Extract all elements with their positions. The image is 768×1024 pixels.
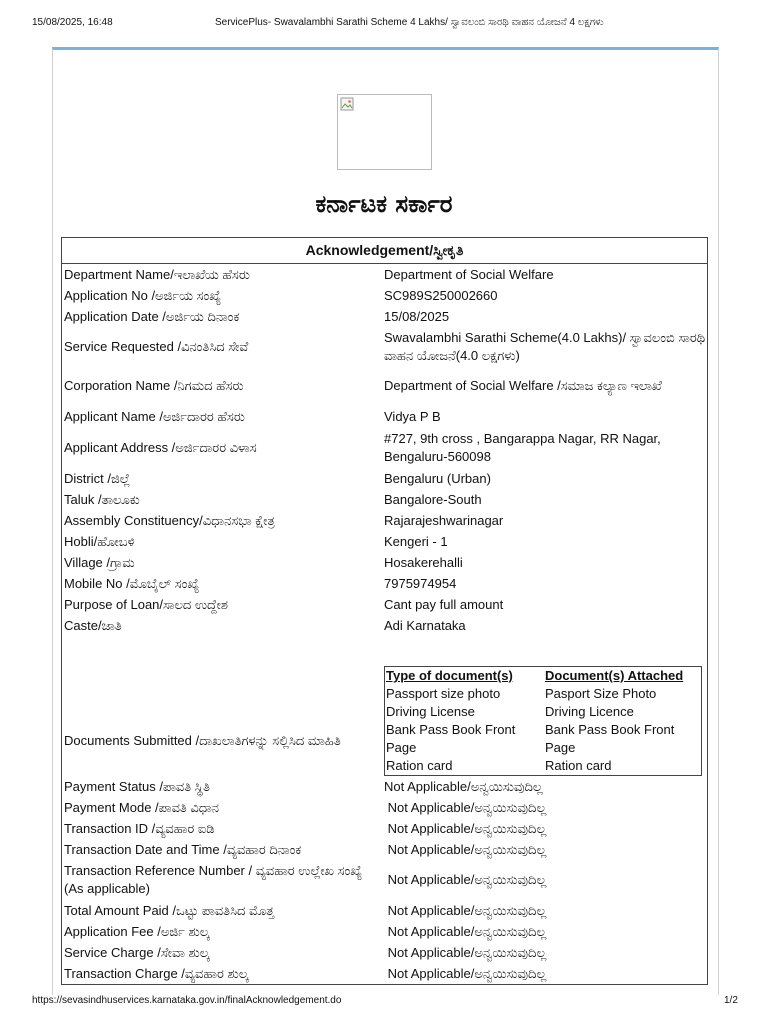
table-row	[62, 366, 707, 406]
row-label: Corporation Name /ನಿಗಮದ ಹೆಸರು	[64, 378, 244, 393]
row-value: 7975974954	[384, 575, 457, 591]
table-row	[62, 531, 707, 552]
row-label: Total Amount Paid /ಒಟ್ಟು ಪಾವತಿಸಿದ ಮೊತ್ತ	[64, 902, 275, 918]
document-row	[385, 685, 702, 703]
table-row	[62, 776, 707, 797]
acknowledgement-heading: Acknowledgement/ಸ್ವೀಕೃತಿ	[62, 238, 707, 264]
table-row	[62, 510, 707, 531]
row-value: Not Applicable/ಅನ್ವಯಿಸುವುದಿಲ್ಲ	[384, 923, 547, 939]
row-value: Not Applicable/ಅನ್ವಯಿಸುವುದಿಲ್ಲ	[384, 902, 547, 918]
table-row	[62, 285, 707, 306]
document-type: Bank Pass Book Front Page	[386, 722, 516, 755]
row-label: Transaction Date and Time /ವ್ಯವಹಾರ ದಿನಾಂಕ	[64, 841, 302, 857]
print-page-title: ServicePlus- Swavalambhi Sarathi Scheme 4 Lakhs/ ಸ್ವಾವಲಂಬಿ ಸಾರಥಿ ವಾಹನ ಯೋಜನೆ 4 ಲಕ್ಷಗಳು	[215, 17, 604, 28]
row-label: Applicant Address /ಅರ್ಜಿದಾರರ ವಿಳಾಸ	[64, 439, 257, 455]
documents-row	[62, 636, 707, 776]
table-row	[62, 406, 707, 427]
print-page-number: 1/2	[724, 995, 738, 1006]
row-label: District /ಜಿಲ್ಲೆ	[64, 470, 131, 486]
row-value: Bengaluru (Urban)	[384, 470, 491, 486]
row-label: Payment Status /ಪಾವತಿ ಸ್ಥಿತಿ	[64, 778, 210, 794]
row-value: Not Applicable/ಅನ್ವಯಿಸುವುದಿಲ್ಲ	[384, 778, 543, 794]
print-datetime: 15/08/2025, 16:48	[32, 17, 113, 28]
row-label: Assembly Constituency/ವಿಧಾನಸಭಾ ಕ್ಷೇತ್ರ	[64, 512, 275, 528]
broken-image-icon	[340, 97, 354, 111]
table-row	[62, 427, 707, 468]
table-row	[62, 615, 707, 636]
row-label: Service Requested /ವಿನಂತಿಸಿದ ಸೇವೆ	[64, 338, 249, 354]
table-row	[62, 860, 707, 900]
document-type: Passport size photo	[386, 686, 501, 701]
document-type: Driving License	[386, 704, 475, 719]
row-label: Village /ಗ್ರಾಮ	[64, 554, 135, 570]
table-row	[62, 489, 707, 510]
row-label: Mobile No /ಮೊಬೈಲ್ ಸಂಖ್ಯೆ	[64, 575, 200, 591]
document-type: Ration card	[386, 758, 453, 773]
document-row	[385, 757, 702, 776]
table-row	[62, 921, 707, 942]
table-row	[62, 264, 707, 285]
acknowledgement-table	[61, 237, 708, 985]
row-label: Department Name/ಇಲಾಖೆಯ ಹೆಸರು	[64, 266, 250, 282]
row-label: Service Charge /ಸೇವಾ ಶುಲ್ಕ	[64, 944, 210, 960]
document-attached: Pasport Size Photo	[545, 686, 657, 701]
row-value: #727, 9th cross , Bangarappa Nagar, RR Nagar, Bengaluru-560098	[384, 430, 661, 464]
row-label: Payment Mode /ಪಾವತಿ ವಿಧಾನ	[64, 799, 220, 815]
row-value: Kengeri - 1	[384, 533, 448, 549]
row-value: SC989S250002660	[384, 287, 498, 303]
document-attached: Bank Pass Book Front Page	[545, 722, 675, 755]
table-row	[62, 900, 707, 921]
row-value: Swavalambhi Sarathi Scheme(4.0 Lakhs)/ ಸ್ವಾವಲಂಬಿ ಸಾರಥಿ ವಾಹನ ಯೋಜನೆ(4.0 ಲಕ್ಷಗಳು)	[384, 329, 706, 363]
table-row	[62, 306, 707, 327]
row-value: Department of Social Welfare	[384, 266, 554, 282]
documents-label: Documents Submitted /ದಾಖಲಾತಿಗಳನ್ನು ಸಲ್ಲಿಸಿದ ಮಾಹಿತಿ	[64, 733, 341, 748]
row-value: Hosakerehalli	[384, 554, 463, 570]
row-label: Transaction Charge /ವ್ಯವಹಾರ ಶುಲ್ಕ	[64, 965, 249, 981]
document-row	[385, 703, 702, 721]
acknowledgement-rows	[62, 264, 707, 984]
row-value: 15/08/2025	[384, 308, 450, 324]
documents-cell	[384, 662, 707, 776]
row-label: Applicant Name /ಅರ್ಜಿದಾರರ ಹೆಸರು	[64, 408, 245, 424]
row-value: Cant pay full amount	[384, 596, 504, 612]
row-label: Caste/ಜಾತಿ	[64, 617, 122, 633]
row-value: Not Applicable/ಅನ್ವಯಿಸುವುದಿಲ್ಲ	[384, 944, 547, 960]
row-value: Bangalore-South	[384, 491, 482, 507]
row-value: Not Applicable/ಅನ್ವಯಿಸುವುದಿಲ್ಲ	[384, 872, 547, 887]
row-value: Department of Social Welfare /ಸಮಾಜ ಕಲ್ಯಾಣ ಇಲಾಖೆ	[384, 378, 662, 393]
row-value: Not Applicable/ಅನ್ವಯಿಸುವುದಿಲ್ಲ	[384, 965, 547, 981]
table-row	[62, 468, 707, 489]
government-title: ಕರ್ನಾಟಕ ಸರ್ಕಾರ	[315, 190, 453, 218]
row-value: Not Applicable/ಅನ್ವಯಿಸುವುದಿಲ್ಲ	[384, 820, 547, 836]
row-label: Transaction Reference Number / ವ್ಯವಹಾರ ಉಲ್ಲೇಖ ಸಂಖ್ಯೆ (As applicable)	[64, 863, 363, 896]
row-value: Not Applicable/ಅನ್ವಯಿಸುವುದಿಲ್ಲ	[384, 841, 547, 857]
row-label: Application Date /ಅರ್ಜಿಯ ದಿನಾಂಕ	[64, 308, 240, 324]
table-row	[62, 797, 707, 818]
row-value: Not Applicable/ಅನ್ವಯಿಸುವುದಿಲ್ಲ	[384, 799, 547, 815]
row-value: Rajarajeshwarinagar	[384, 512, 504, 528]
table-row	[62, 839, 707, 860]
row-value: Adi Karnataka	[384, 617, 466, 633]
table-row	[62, 963, 707, 984]
documents-header-row	[385, 667, 702, 686]
table-row	[62, 818, 707, 839]
row-label: Application Fee /ಅರ್ಜಿ ಶುಲ್ಕ	[64, 923, 210, 939]
documents-col-type: Type of document(s)	[386, 668, 513, 683]
documents-col-attached: Document(s) Attached	[545, 668, 684, 683]
row-label: Purpose of Loan/ಸಾಲದ ಉದ್ದೇಶ	[64, 596, 228, 612]
table-row	[62, 594, 707, 615]
row-label: Application No /ಅರ್ಜಿಯ ಸಂಖ್ಯೆ	[64, 287, 222, 303]
table-row	[62, 327, 707, 366]
document-attached: Ration card	[545, 758, 612, 773]
table-row	[62, 552, 707, 573]
documents-table	[384, 666, 702, 776]
row-label: Taluk /ತಾಲೂಕು	[64, 491, 140, 507]
row-label: Transaction ID /ವ್ಯವಹಾರ ಐಡಿ	[64, 820, 215, 836]
government-logo-placeholder	[337, 94, 432, 170]
print-url: https://sevasindhuservices.karnataka.gov.in/finalAcknowledgement.do	[32, 995, 342, 1006]
row-label: Hobli/ಹೋಬಳಿ	[64, 533, 135, 549]
document-attached: Driving Licence	[545, 704, 634, 719]
row-value: Vidya P B	[384, 408, 441, 424]
document-row	[385, 721, 702, 757]
table-row	[62, 942, 707, 963]
table-row	[62, 573, 707, 594]
